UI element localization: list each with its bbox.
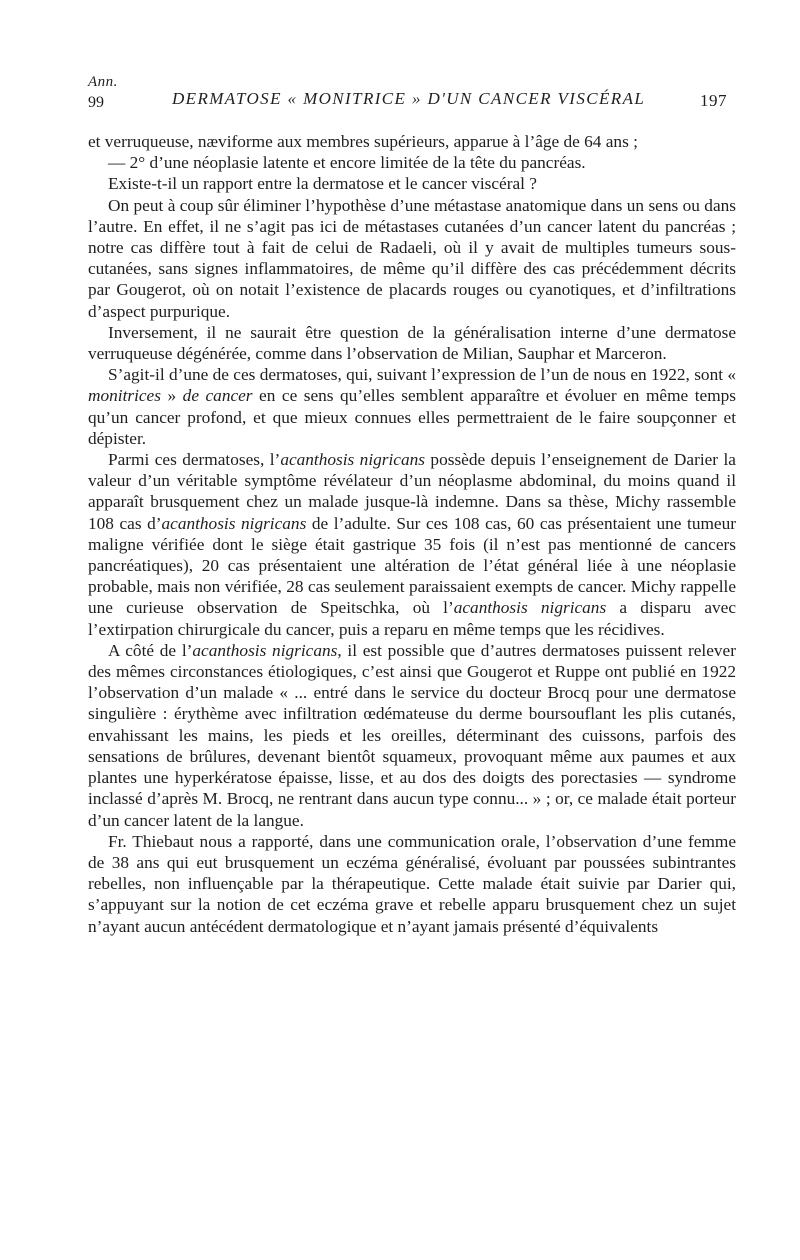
paragraph bbox=[88, 449, 736, 640]
paragraph-text: de l’adulte. Sur ces 108 cas, 60 cas présentaient une tumeur maligne vérifiée dont le siège était gastrique 35 fois (il n’est pas mentionné de cancers pancréatiques), 20 cas présentaient une altération de l’état général liée à une néoplasie probable, mais non vérifiée, 28 cas seulement paraissaient exempts de cancer. Michy rappelle une curieuse observation de Speitschka, où l’ bbox=[88, 513, 736, 618]
paragraph-text: » bbox=[160, 386, 183, 406]
italic-term: acanthosis nigricans bbox=[280, 450, 425, 470]
paragraph-text: Fr. Thiebaut nous a rapporté, dans une communication orale, l’observation d’une femme de 38 ans qui eut brusquement un eczéma généralisé, évoluant par poussées subintrantes rebelles, non influençable par la thérapeutique. Cette malade était suivie par Darier qui, s’appuyant sur la notion de cet eczéma grave et rebelle apparu brusquement chez un sujet n’ayant aucun antécédent dermatologique et n’ayant jamais présenté d’équivalents bbox=[88, 831, 736, 936]
paragraph bbox=[88, 640, 736, 831]
paragraph-text: et verruqueuse, næviforme aux membres supérieurs, apparue à l’âge de 64 ans ; bbox=[88, 132, 638, 151]
journal-abbreviation: Ann. bbox=[88, 74, 118, 90]
paragraph bbox=[88, 131, 736, 152]
paragraph bbox=[88, 173, 736, 194]
paragraph-text: , il est possible que d’autres dermatoses puissent relever des mêmes circonstances étiologiques, c’est ainsi que Gougerot et Ruppe ont publié en 1922 l’observation d’un malade « ... entré dans le service du docteur Brocq pour une dermatose singulière : érythème avec infiltration œdémateuse du derme boursouflant les plis cutanés, envahissant les mains, les pieds et les oreilles, déterminant des cuissons, parfois des sensations de brûlures, devenant bientôt squameux, provoquant même aux paumes et aux plantes une hyperkératose épaisse, lisse, et au dos des doigts des porectasies — syndrome inclassé d’après M. Brocq, ne rentrant dans aucun type connu... » ; or, ce malade était porteur d’un cancer latent de la langue. bbox=[88, 640, 736, 830]
paragraph-text: Existe-t-il un rapport entre la dermatose et le cancer viscéral ? bbox=[108, 174, 537, 194]
volume-number: 99 bbox=[88, 94, 104, 111]
paragraph bbox=[88, 322, 736, 364]
paragraph-text: On peut à coup sûr éliminer l’hypothèse d’une métastase anatomique dans un sens ou dans l’autre. En effet, il ne s’agit pas ici de métastases cutanées d’un cancer latent du pancréas ; notre cas diffère tout à fait de celui de Radaeli, où il y avait de multiples tumeurs sous-cutanées, sans signes inflammatoires, de même qu’il diffère des cas précédemment décrits par Gougerot, où on notait l’existence de placards rouges ou cyanotiques, et d’infiltrations d’aspect purpurique. bbox=[88, 195, 736, 321]
running-title: DERMATOSE « MONITRICE » D'UN CANCER VISCÉRAL bbox=[172, 89, 646, 108]
paragraph bbox=[88, 152, 736, 173]
italic-term: acanthosis nigricans bbox=[161, 513, 307, 533]
paragraph-text: Inversement, il ne saurait être question de la généralisation interne d’une dermatose verruqueuse dégénérée, comme dans l’observation de Milian, Sauphar et Marceron. bbox=[88, 322, 736, 364]
paragraph-text: S’agit-il d’une de ces dermatoses, qui, suivant l’expression de l’un de nous en 1922, sont « bbox=[108, 365, 736, 385]
paragraph-text: a disparu avec l’extirpation chirurgicale du cancer, puis a reparu en même temps que les récidives. bbox=[88, 598, 736, 639]
italic-term: monitrices bbox=[88, 386, 161, 406]
paragraph-text: Parmi ces dermatoses, l’ bbox=[108, 450, 281, 470]
paragraph bbox=[88, 831, 736, 937]
paragraph-text: possède depuis l’enseignement de Darier la valeur d’un véritable symptôme révélateur d’un néoplasme abdominal, du moins quand il apparaît brusquement chez un malade jusque-là indemne. Dans sa thèse, Michy rassemble 108 cas d’ bbox=[88, 450, 736, 533]
paragraph-text: A côté de l’ bbox=[108, 640, 193, 660]
page-number: 197 bbox=[700, 91, 727, 110]
paragraph-text: en ce sens qu’elles semblent apparaître et évoluer en même temps qu’un cancer profond, et que mieux connues elles permettraient de le faire soupçonner et dépister. bbox=[88, 386, 737, 448]
italic-term: de cancer bbox=[182, 386, 253, 406]
paragraph bbox=[88, 364, 736, 449]
italic-term: acanthosis nigricans bbox=[192, 640, 338, 660]
article-body bbox=[88, 131, 736, 937]
paragraph bbox=[88, 195, 736, 322]
italic-term: acanthosis nigricans bbox=[453, 598, 607, 618]
paragraph-text: — 2° d’une néoplasie latente et encore limitée de la tête du pancréas. bbox=[108, 153, 586, 173]
